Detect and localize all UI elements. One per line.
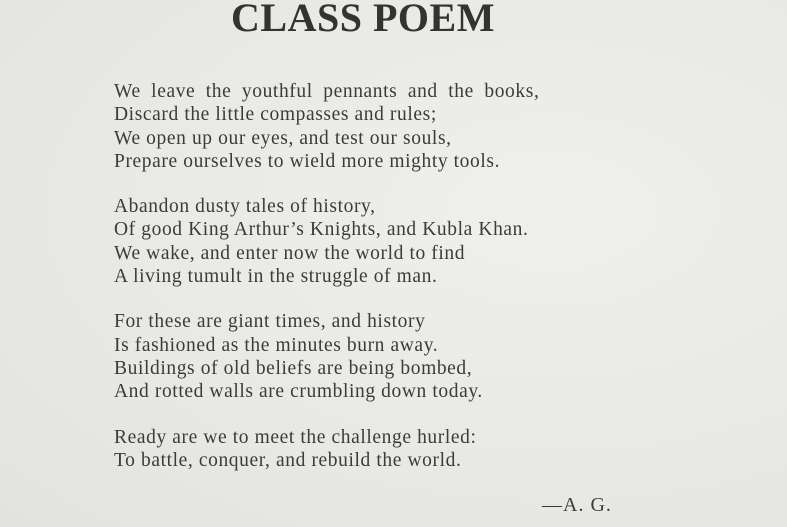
- poem-title: CLASS POEM: [231, 0, 495, 40]
- poem-line: Is fashioned as the minutes burn away.: [114, 334, 439, 356]
- stanza-1: [114, 80, 674, 173]
- poem-line: To battle, conquer, and rebuild the world.: [114, 449, 462, 471]
- stanza-4: [114, 426, 674, 473]
- stanza-2: [114, 195, 674, 288]
- poem-line: A living tumult in the struggle of man.: [114, 266, 438, 288]
- poem-line: Of good King Arthur’s Knights, and Kubla Khan.: [114, 219, 529, 241]
- poem-line: Prepare ourselves to wield more mighty tools.: [114, 150, 501, 172]
- poem-line: We leave the youthful pennants and the books,: [114, 81, 540, 102]
- poem-line: Buildings of old beliefs are being bombed,: [114, 357, 473, 379]
- poem-line: We wake, and enter now the world to find: [114, 242, 466, 264]
- poem-line: Discard the little compasses and rules;: [114, 104, 437, 126]
- poem-line: For these are giant times, and history: [114, 311, 426, 333]
- poem-line: And rotted walls are crumbling down today.: [114, 381, 483, 403]
- poem-line: Abandon dusty tales of history,: [114, 196, 376, 218]
- poem-line: Ready are we to meet the challenge hurled:: [114, 426, 477, 448]
- poem-body: [114, 80, 674, 494]
- poem-line: We open up our eyes, and test our souls,: [114, 127, 452, 149]
- stanza-3: [114, 310, 674, 403]
- poem-signature: —A. G.: [542, 494, 612, 516]
